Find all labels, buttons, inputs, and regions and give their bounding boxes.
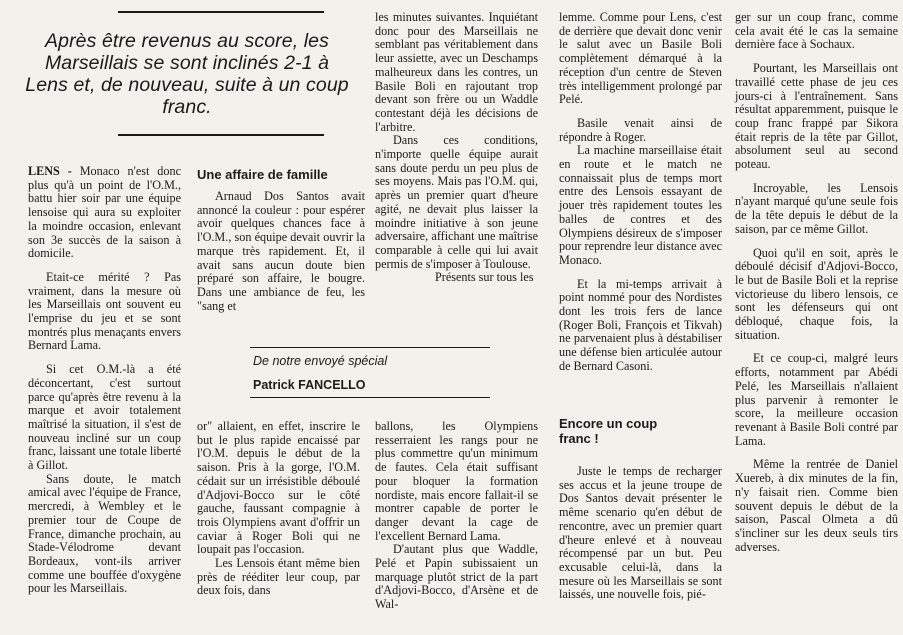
column-5-paragraph-5: Et ce coup-ci, malgré leurs efforts, notamment par Abédi Pelé, les Marseillais n'allaient plus parvenir à remonter le score, la meilleure occasion revenant à Basile Boli contré par Lama. xyxy=(735,351,898,448)
column-4-paragraph-4: Et la mi-temps arrivait à point nommé pour des Nordistes dont les trois fers de lance (Roger Boli, François et Tikvah) ne parvenaient plus à déstabiliser une défense bien articulée autour de Bernard Casoni. xyxy=(559,276,722,373)
column-3-paragraph-1: les minutes suivantes. Inquiétant donc pour des Marseillais ne semblant pas véritablement dans leur assiette, avec un Deschamps malheureux dans les contres, un Basile Boli en rajoutant trop devant son frère ou un Waddle contestant déjà les décisions de l'arbitre. xyxy=(375,10,538,134)
column-3-paragraph-2: Dans ces conditions, n'importe quelle équipe aurait sans doute perdu un peu plus de ses moyens. Mais pas l'O.M. qui, après un premier quart d'heure agité, ne devait plus laisser la moindre initiative à son jeune adversaire, affichant une maîtrise comparable à celle qui lui avait permis de s'imposer à Toulouse. xyxy=(375,133,538,271)
column-5-paragraph-3: Incroyable, les Lensois n'ayant marqué qu'une seule fois de la tête depuis le début de la saison, par ce même Gillot. xyxy=(735,180,898,236)
column-5-paragraph-4: Quoi qu'il en soit, après le déboulé décisif d'Adjovi-Bocco, le but de Basile Boli et la reprise victorieuse du libero lensois, ce sont les défenseurs qui ont débloqué, chaque fois, la situation. xyxy=(735,245,898,342)
column-5-paragraph-2: Pourtant, les Marseillais ont travaillé cette phase de jeu ces jours-ci à l'entraînement. Sans résultat apparemment, puisque le coup franc frappé par Sikora était repris de la tête par Gillot, absolument seul au second poteau. xyxy=(735,61,898,172)
byline-bottom-rule xyxy=(250,397,490,398)
byline-top-rule xyxy=(250,347,490,348)
column-3-paragraph-4: ballons, les Olympiens resserraient les rangs pour ne plus commettre qu'un minimum de fautes. Cela était suffisant pour bloquer la formation nordiste, mais encore fallait-il se montrer capable de porter le danger devant la cage de l'excellent Bernard Lama. xyxy=(375,419,538,543)
subhead-encore-un-coup-franc: Encore un coup franc ! xyxy=(559,416,658,446)
column-1-paragraph-1: LENS - Monaco n'est donc plus qu'à un point de l'O.M., battu hier soir par une équipe lensoise qui aura su exploiter la moindre occasion, enlevant son 3e succès de la saison à domicile. xyxy=(28,164,181,261)
article-column-3-top xyxy=(375,11,538,285)
column-2-paragraph-2: or" allaient, en effet, inscrire le but le plus rapide encaissé par l'O.M. depuis le début de la saison. Pris à la gorge, l'O.M. cédait sur un irrésistible déboulé d'Adjovi-Bocco sur le côté gauche, faussant compagnie à trois Olympiens avant d'offrir un caviar à Roger Boli qui ne loupait pas l'occasion. xyxy=(197,419,360,557)
byline-label: De notre envoyé spécial xyxy=(253,354,388,368)
column-5-paragraph-1: ger sur un coup franc, comme cela avait été le cas la semaine dernière face à Sochaux. xyxy=(735,10,898,52)
column-4-paragraph-5: Juste le temps de recharger ses accus et la jeune troupe de Dos Santos devait présenter le même scenario qu'en début de rencontre, avec un premier quart d'heure enlevé et à nouveau récompensé par un but. Peu excusable celui-là, dans la mesure où les Marseillais se sont laissés, une nouvelle fois, pié- xyxy=(559,464,722,602)
dateline: LENS - xyxy=(28,164,72,178)
column-2-paragraph-1: Arnaud Dos Santos avait annoncé la couleur : pour espérer avoir quelques chances face à l'O.M., son équipe devait ouvrir la marque très rapidement. Et, il avait sans aucun doute bien préparé son affaire, le bougre. Dans une ambiance de feu, les "sang et xyxy=(197,189,365,313)
article-column-2-top xyxy=(197,190,365,313)
article-headline: Après être revenus au score, les Marseillais se sont inclinés 2-1 à Lens et, de nouveau, suite à un coup franc. xyxy=(25,30,349,118)
column-1-paragraph-2: Etait-ce mérité ? Pas vraiment, dans la mesure où les Marseillais ont souvent eu l'emprise du jeu et se sont montrés plus menaçants envers Bernard Lama. xyxy=(28,269,181,353)
article-column-1 xyxy=(28,165,181,596)
column-2-paragraph-3: Les Lensois étant même bien près de rééditer leur coup, par deux fois, dans xyxy=(197,556,360,598)
headline-bottom-rule xyxy=(118,134,324,136)
byline-author: Patrick FANCELLO xyxy=(253,378,366,392)
article-column-5 xyxy=(735,11,898,554)
article-column-2-bottom xyxy=(197,420,360,598)
column-5-paragraph-6: Même la rentrée de Daniel Xuereb, à dix minutes de la fin, n'y faisait rien. Comme bien souvent depuis le début de la saison, Pascal Olmeta a dû s'incliner sur les deux seuls tirs adverses. xyxy=(735,457,898,554)
column-1-paragraph-3: Si cet O.M.-là a été déconcertant, c'est surtout parce qu'après être revenu à la marque et avoir totalement maîtrisé la situation, il s'est de nouveau incliné sur un coup franc, laissant une totale liberté à Gillot. xyxy=(28,362,181,473)
column-4-paragraph-2: Basile venait ainsi de répondre à Roger. xyxy=(559,115,722,144)
column-3-paragraph-5: D'autant plus que Waddle, Pelé et Papin subissaient un marquage plutôt strict de la part d'Adjovi-Bocco, d'Arsène et de Wal- xyxy=(375,542,538,612)
headline-top-rule xyxy=(118,11,324,13)
article-column-4 xyxy=(559,11,722,374)
column-4-paragraph-1: lemme. Comme pour Lens, c'est de derrière que devait donc venir le salut avec un Basile Boli complètement démarqué à la réception d'un centre de Steven très intelligemment prolongé par Pelé. xyxy=(559,10,722,107)
subhead-affaire-de-famille: Une affaire de famille xyxy=(197,167,328,182)
column-4-paragraph-3: La machine marseillaise était en route et le match ne connaissait plus de temps mort entre des Lensois essayant de jouer très rapidement toutes les balles de contres et des Olympiens désireux de s'imposer pour reprendre leur distance avec Monaco. xyxy=(559,143,722,267)
column-3-paragraph-3: Présents sur tous les xyxy=(435,270,534,285)
article-column-4-bottom xyxy=(559,465,722,602)
article-column-3-bottom xyxy=(375,420,538,612)
column-1-paragraph-4: Sans doute, le match amical avec l'équipe de France, mercredi, à Wembley et le premier tour de Coupe de France, dimanche prochain, au Stade-Vélodrome devant Bordeaux, vont-ils arriver comme une bouffée d'oxygène pour les Marseillais. xyxy=(28,471,181,596)
